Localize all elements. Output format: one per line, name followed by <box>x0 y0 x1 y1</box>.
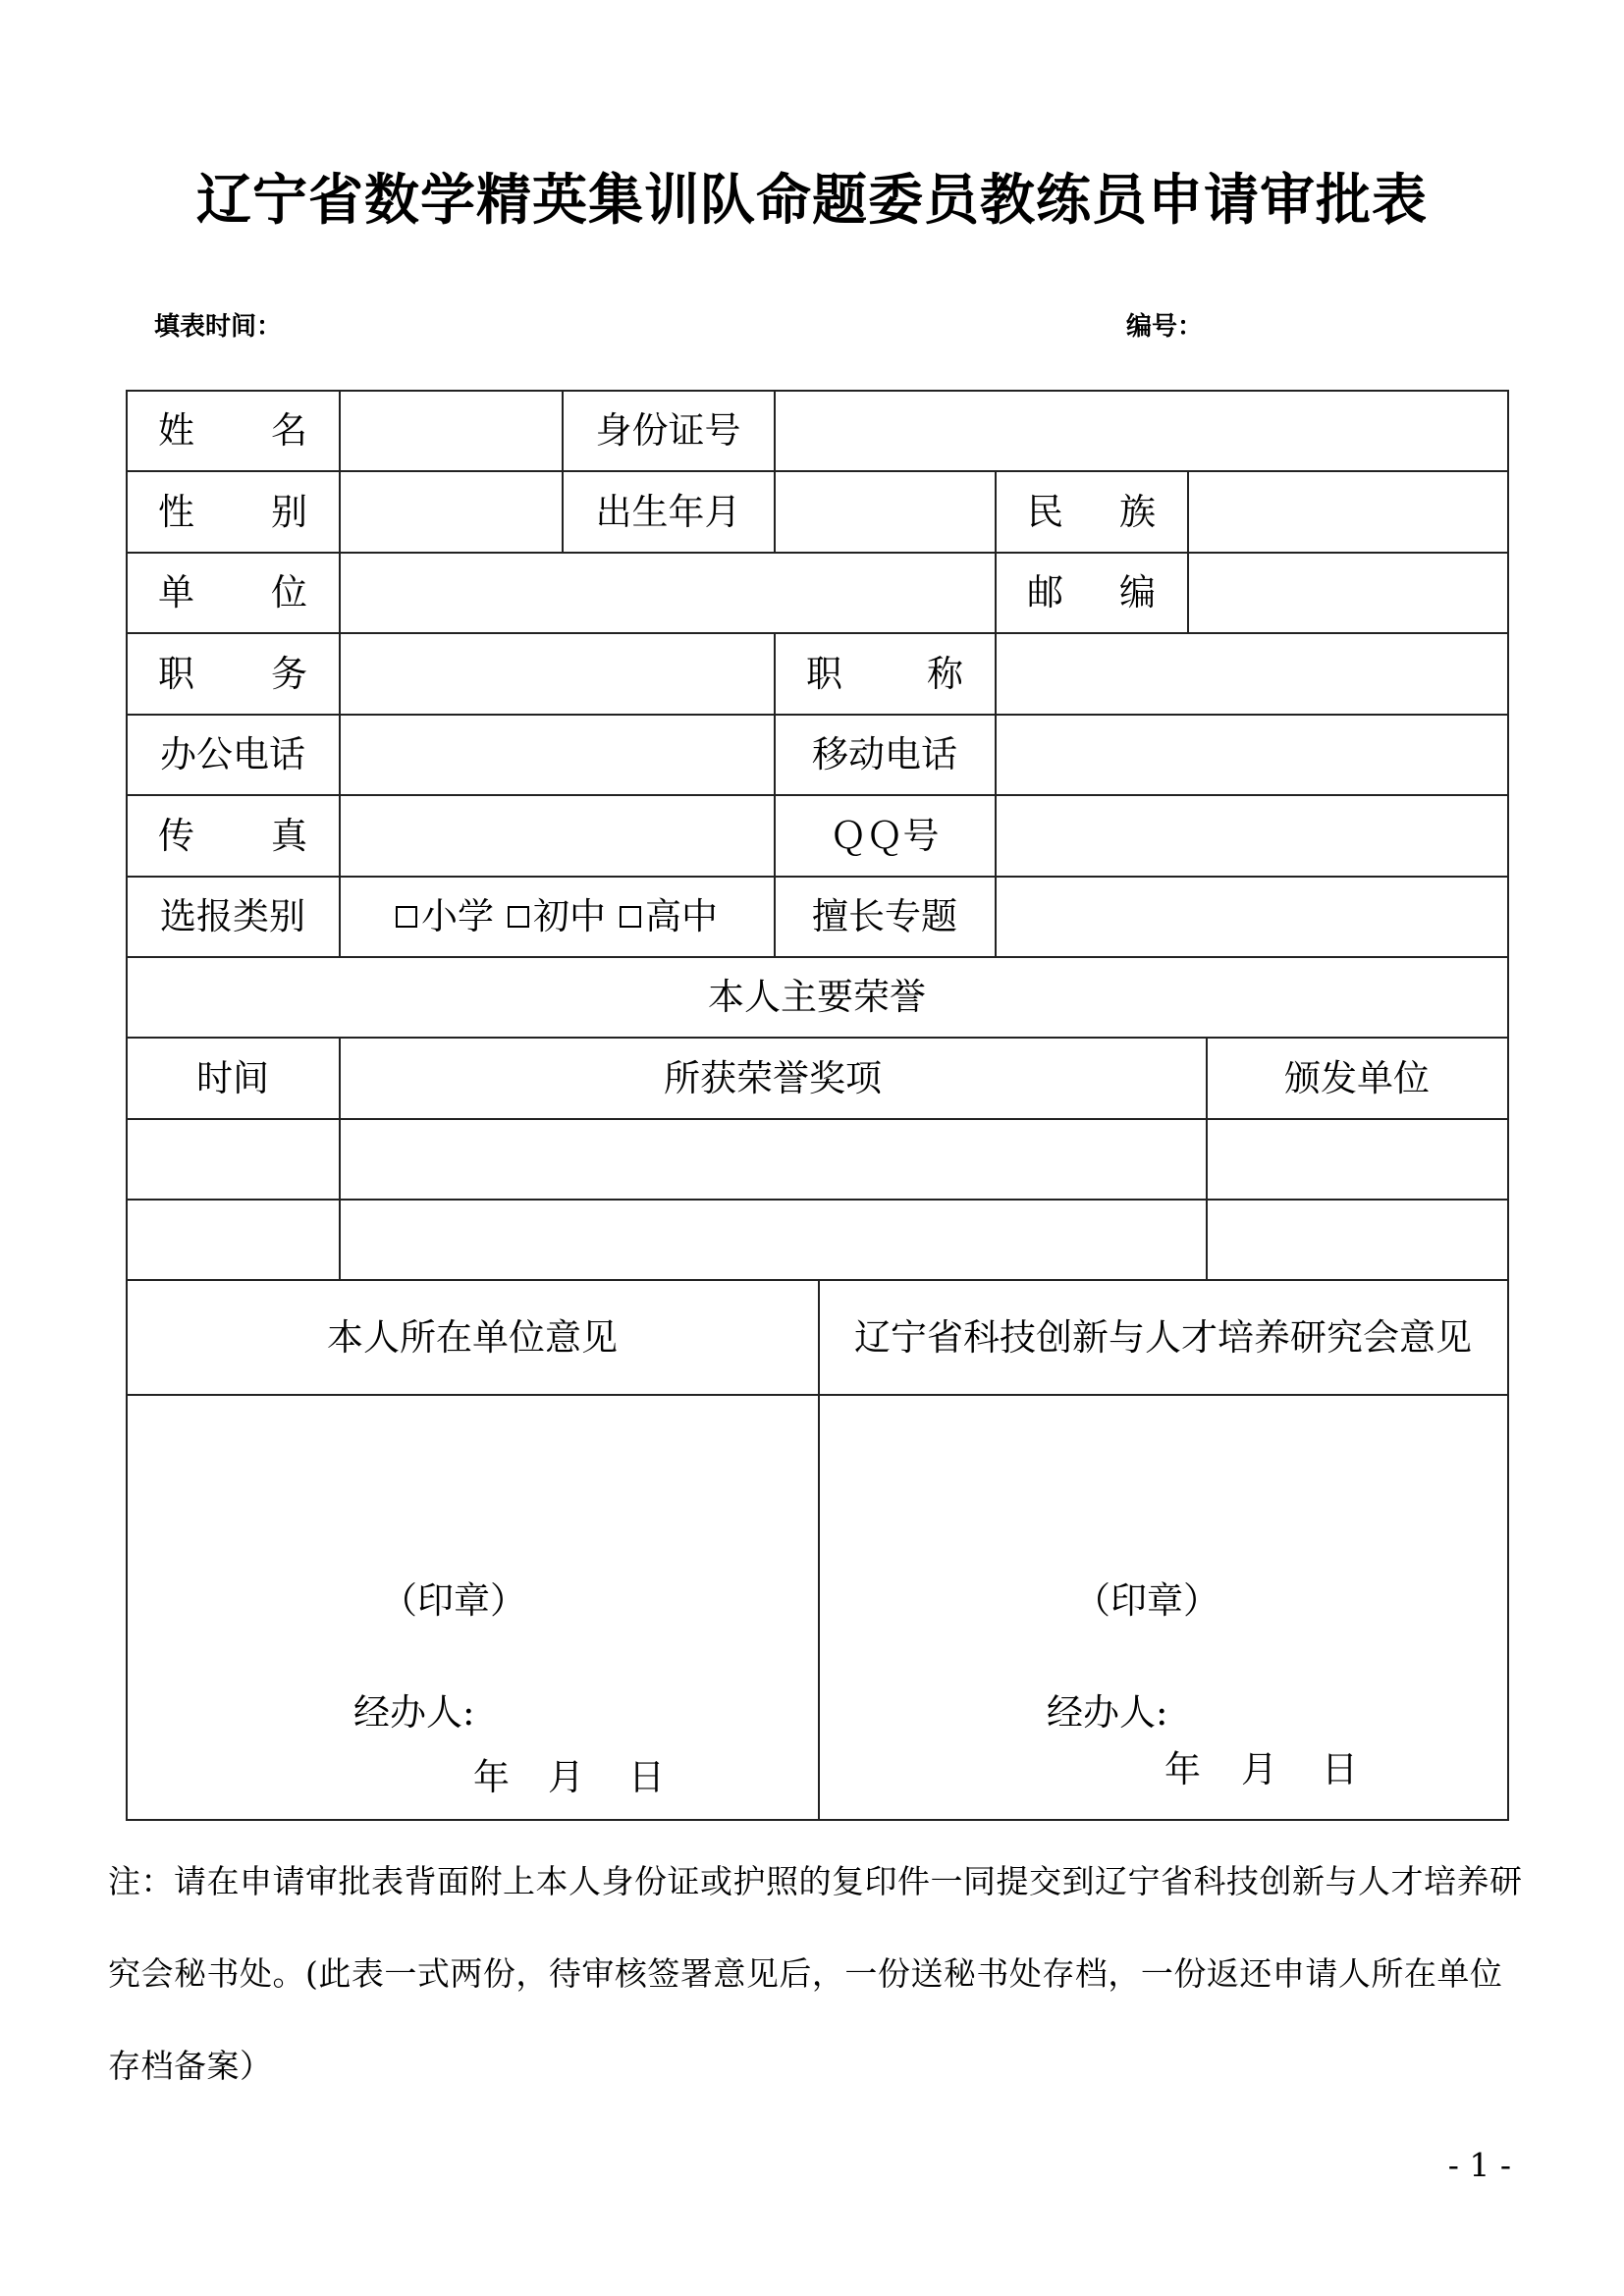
office-phone-field[interactable] <box>340 715 774 794</box>
specialty-field[interactable] <box>996 877 1507 956</box>
association-seal-label: （印章） <box>1074 1579 1219 1622</box>
unit-date-day: 日 <box>628 1756 665 1798</box>
honors-row-1-time[interactable] <box>127 1119 339 1199</box>
association-handler-label: 经办人: <box>1047 1691 1168 1734</box>
birth-date-field[interactable] <box>775 471 995 552</box>
category-option-primary[interactable]: 小学 <box>396 898 494 934</box>
unit-date-month: 月 <box>548 1756 584 1798</box>
association-date-month: 月 <box>1241 1748 1277 1790</box>
checkbox-icon <box>620 906 641 928</box>
ethnicity-label: 民 族 <box>1027 490 1156 533</box>
association-date-day: 日 <box>1322 1748 1358 1790</box>
position-field[interactable] <box>340 633 774 714</box>
birth-date-label: 出生年月 <box>595 490 741 533</box>
page-number: - 1 - <box>1447 2146 1511 2184</box>
gender-label: 性 别 <box>158 490 307 533</box>
postcode-field[interactable] <box>1188 553 1507 632</box>
fill-time-label: 填表时间： <box>154 312 283 342</box>
fax-label: 传 真 <box>158 814 307 857</box>
professional-title-field[interactable] <box>996 633 1507 714</box>
fax-field[interactable] <box>340 795 774 876</box>
position-label: 职 务 <box>158 652 307 695</box>
category-option-junior[interactable]: 初中 <box>508 898 606 934</box>
honors-row-2-time[interactable] <box>127 1200 339 1279</box>
qq-label: ＱＱ号 <box>830 814 940 857</box>
unit-date-year: 年 <box>473 1756 510 1798</box>
honors-row-1-issuer[interactable] <box>1207 1119 1507 1199</box>
honors-row-1-award[interactable] <box>340 1119 1206 1199</box>
professional-title-label: 职 称 <box>806 652 963 695</box>
mobile-phone-label: 移动电话 <box>812 733 957 775</box>
ethnicity-field[interactable] <box>1188 471 1507 552</box>
name-field[interactable] <box>340 391 562 470</box>
honors-row-2-award[interactable] <box>340 1200 1206 1279</box>
postcode-label: 邮 编 <box>1027 571 1156 614</box>
association-date-year: 年 <box>1164 1748 1201 1790</box>
office-phone-label: 办公电话 <box>160 733 305 775</box>
serial-number-label: 编号： <box>1126 312 1204 342</box>
checkbox-icon <box>396 906 417 928</box>
footnote: 注：请在申请审批表背面附上本人身份证或护照的复印件一同提交到辽宁省科技创新与人才培养研究会秘书处。(此表一式两份，待审核签署意见后，一份送秘书处存档，一份返还申请人所在单位存档备案） <box>108 1862 1523 2085</box>
honors-header-time: 时间 <box>196 1056 269 1099</box>
unit-seal-label: （印章） <box>381 1579 526 1622</box>
category-option-senior[interactable]: 高中 <box>620 898 718 934</box>
honors-header-award: 所获荣誉奖项 <box>664 1056 882 1099</box>
unit-field[interactable] <box>340 553 995 632</box>
specialty-label: 擅长专题 <box>812 895 957 937</box>
unit-handler-label: 经办人: <box>353 1691 475 1734</box>
honors-section-title: 本人主要荣誉 <box>708 976 926 1018</box>
category-label: 选报类别 <box>160 895 305 937</box>
page-title: 辽宁省数学精英集训队命题委员教练员申请审批表 <box>196 169 1428 233</box>
qq-field[interactable] <box>996 795 1507 876</box>
checkbox-icon <box>508 906 529 928</box>
category-options <box>340 877 774 956</box>
association-opinion-title: 辽宁省科技创新与人才培养研究会意见 <box>854 1315 1472 1359</box>
unit-label: 单 位 <box>158 571 307 614</box>
mobile-phone-field[interactable] <box>996 715 1507 794</box>
id-number-field[interactable] <box>775 391 1507 470</box>
id-number-label: 身份证号 <box>595 409 741 452</box>
honors-header-issuer: 颁发单位 <box>1284 1056 1430 1099</box>
honors-row-2-issuer[interactable] <box>1207 1200 1507 1279</box>
name-label: 姓 名 <box>158 409 307 452</box>
gender-field[interactable] <box>340 471 562 552</box>
unit-opinion-title: 本人所在单位意见 <box>327 1315 618 1359</box>
